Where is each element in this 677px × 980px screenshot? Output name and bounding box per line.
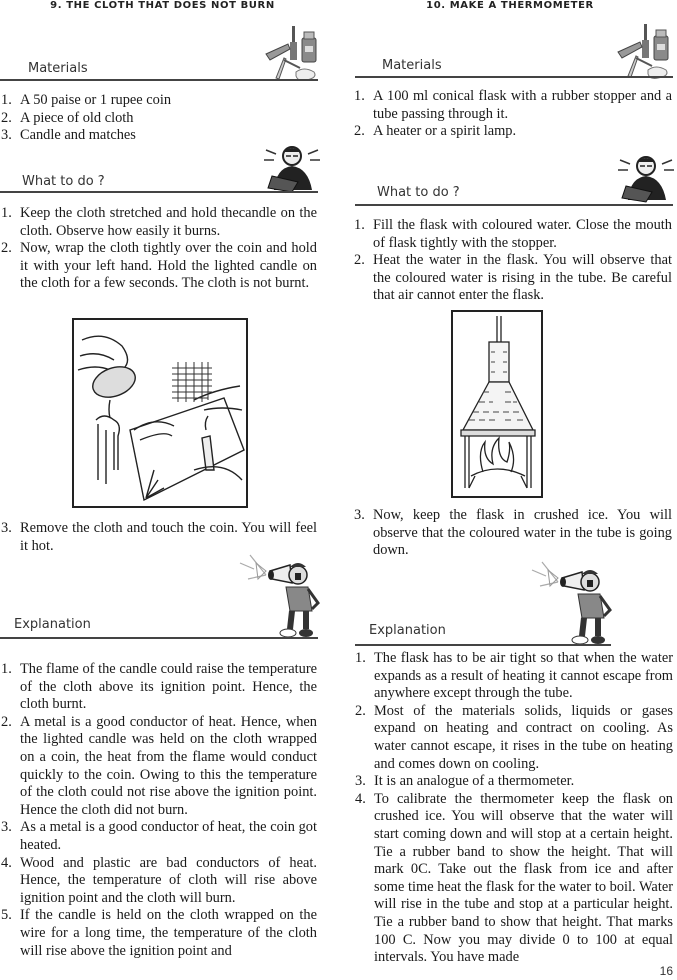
list-item: 2. A piece of old cloth — [1, 109, 134, 126]
explanation-list — [355, 650, 673, 967]
list-item: 2. Most of the materials solids, liquids or gases expand on heating and contract on cooling. As water cannot escape, it rises in the tube on heating and comes down on cooling. — [355, 702, 673, 772]
materials-heading: Materials — [28, 61, 88, 76]
materials-heading: Materials — [382, 58, 442, 73]
list-item: 2. Heat the water in the flask. You will observe that the coloured water is rising in the tube. Be careful that air cannot enter the flask. — [354, 252, 672, 304]
steps-list — [354, 217, 672, 305]
list-item: 1. A 50 paise or 1 rupee coin — [1, 92, 172, 108]
section-divider — [355, 76, 673, 78]
list-item: 3. It is an analogue of a thermometer. — [355, 773, 575, 790]
activity-10-title: 10. MAKE A THERMOMETER — [426, 0, 594, 11]
list-item: 5. If the candle is held on the cloth wrapped on the wire for a long time, the temperature of the cloth will rise above the ignition point and — [1, 907, 317, 959]
explanation-heading: Explanation — [369, 623, 446, 638]
list-item: 1. Fill the flask with coloured water. Close the mouth of flask tightly with the stopper. — [354, 217, 672, 251]
section-divider — [0, 191, 318, 193]
section-divider — [0, 637, 318, 639]
steps-list-continued — [1, 520, 317, 555]
page-number: 16 — [659, 964, 673, 978]
explanation-heading: Explanation — [14, 617, 91, 632]
lab-equipment-icon — [262, 24, 324, 84]
lab-equipment-icon — [614, 22, 676, 82]
what-to-do-heading: What to do ? — [377, 185, 460, 200]
boy-with-megaphone-icon — [236, 553, 322, 639]
section-divider — [0, 79, 318, 81]
cloth-coin-figure — [72, 318, 248, 508]
list-item: 3. Candle and matches — [1, 127, 136, 144]
list-item: 2. A metal is a good conductor of heat. Hence, when the lighted candle was held on the cloth wrapped on a coin, the heat from the flame would conduct quickly to the coin. Owing to this the temperature of the cloth could not rise above the ignition point. Hence the cloth did not burn. — [1, 713, 317, 818]
list-item: 2. A heater or a spirit lamp. — [354, 123, 517, 140]
section-divider — [355, 644, 611, 646]
list-item: 3. As a metal is a good conductor of heat, the coin got heated. — [1, 819, 317, 853]
teacher-with-book-icon — [616, 152, 676, 204]
steps-list-continued — [354, 507, 672, 560]
list-item: 1. The flame of the candle could raise the temperature of the cloth above its ignition point. Hence, the cloth burnt. — [1, 661, 317, 713]
boy-with-megaphone-icon — [528, 560, 614, 646]
list-item: 4. Wood and plastic are bad conductors of heat. Hence, the temperature of cloth will rise above ignition point and the cloth will burn. — [1, 854, 317, 906]
what-to-do-heading: What to do ? — [22, 174, 105, 189]
thermometer-flask-figure — [451, 310, 543, 498]
activity-9-title: 9. THE CLOTH THAT DOES NOT BURN — [50, 0, 275, 11]
list-item: 1. A 100 ml conical flask with a rubber stopper and a tube passing through it. — [354, 88, 672, 122]
list-item: 3. Now, keep the flask in crushed ice. You will observe that the coloured water in the tube is going down. — [354, 507, 672, 559]
teacher-with-book-icon — [262, 142, 322, 194]
materials-list — [1, 92, 317, 145]
steps-list — [1, 205, 317, 293]
materials-list — [354, 88, 672, 141]
section-divider — [355, 204, 673, 206]
list-item: 4. To calibrate the thermometer keep the flask on crushed ice. You will observe that the water will start coming down and will stop at a certain height. Tie a rubber band to show the height. That will mark 0C. Take out the flask from ice and after some time heat the flask for the water to boil. Water will rise in the tube and stop at a particular height. Tie a rubber band to show that height. That marks 100 C. Now you may divide 0 to 100 at equal intervals. You have made — [355, 790, 673, 966]
list-item: 1. The flask has to be air tight so that when the water expands as a result of heating it cannot escape from anywhere except through the tube. — [355, 650, 673, 702]
list-item: 2. Now, wrap the cloth tightly over the coin and hold it with your left hand. Hold the lighted candle on the cloth for a few seconds. The cloth is not burnt. — [1, 240, 317, 292]
list-item: 1. Keep the cloth stretched and hold thecandle on the cloth. Observe how easily it burns. — [1, 205, 317, 239]
list-item: 3. Remove the cloth and touch the coin. You will feel it hot. — [1, 520, 317, 554]
explanation-list — [1, 661, 317, 960]
